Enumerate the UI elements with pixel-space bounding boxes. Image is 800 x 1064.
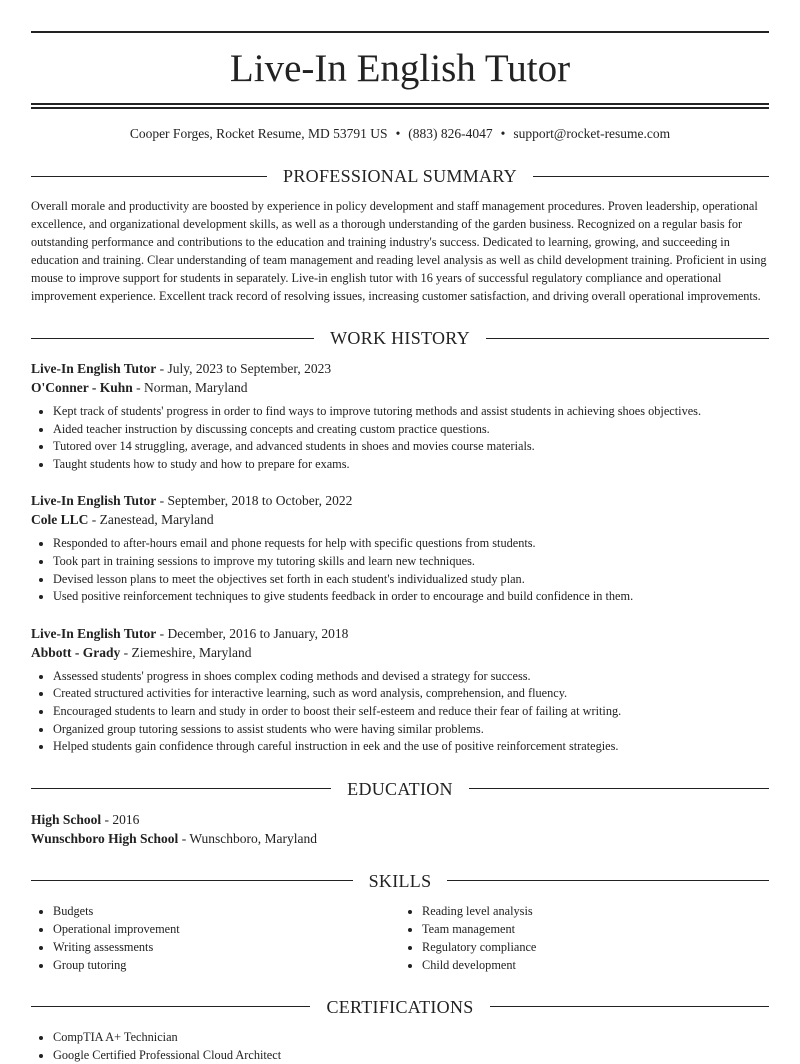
- job-company: Abbott - Grady: [31, 644, 121, 660]
- list-item: • Helped students gain confidence through careful instruction in eek and the use of positive reinforcement strategies.: [53, 738, 769, 756]
- list-item: • Aided teacher instruction by discussing concepts and creating custom practice questions.: [53, 421, 769, 439]
- list-item: • Used positive reinforcement techniques to give students feedback in order to encourage and build confidence in them.: [53, 588, 769, 606]
- section-rule: [533, 176, 769, 177]
- list-item: • Devised lesson plans to meet the objectives set forth in each student's individualized study plan.: [53, 571, 769, 589]
- section-rule: [447, 880, 769, 881]
- section-title: WORK HISTORY: [330, 328, 470, 348]
- skill-item: • Writing assessments: [53, 938, 400, 956]
- list-item: • Taught students how to study and how to prepare for exams.: [53, 456, 769, 474]
- section-rule: [31, 880, 353, 881]
- double-rule: [31, 103, 769, 109]
- certifications-items: [31, 1028, 769, 1064]
- job-dates: - December, 2016 to January, 2018: [156, 625, 349, 641]
- education-degree: High School: [31, 811, 102, 827]
- skill-item: • Child development: [422, 956, 769, 974]
- job-dates: - September, 2018 to October, 2022: [156, 493, 353, 509]
- top-rule: [31, 31, 769, 33]
- skills-column-left: [31, 902, 400, 974]
- section-rule: [31, 788, 331, 789]
- job-title: Live-In English Tutor: [31, 493, 157, 509]
- job-location: - Ziemeshire, Maryland: [120, 644, 252, 660]
- education-school: Wunschboro High School: [31, 830, 179, 846]
- summary-text: Overall morale and productivity are boosted by experience in policy development and staff management procedures. Proven leadership, operational excellence, and organizational development skills, as well as a thorough understanding of the garden business. Recognized on a regular basis for outstanding performance and contributions to the education and training industry's success. Dedicated to learning, growing, and succeeding in education and training. Clear understanding of team management and reading level analysis as well as child development training. Proficient in using mouse to improve support for students in separately. Live-in english tutor with 16 years of successful regulatory compliance and operational improvement experience. Excellent track record of resolving issues, increasing customer satisfaction, and driving overall operational improvements.: [31, 199, 767, 303]
- contact-phone: (883) 826-4047: [408, 126, 493, 141]
- job-bullets: [31, 403, 769, 473]
- section-rule: [469, 788, 769, 789]
- education-degree-line: [31, 810, 769, 829]
- job-company: O'Conner - Kuhn: [31, 380, 133, 395]
- education-year: - 2016: [101, 811, 140, 827]
- job-title-line: [31, 624, 769, 643]
- section-rule: [490, 1006, 769, 1007]
- skill-item: • Reading level analysis: [422, 902, 769, 920]
- list-item: • Assessed students' progress in shoes complex coding methods and devised a strategy for success.: [53, 668, 769, 686]
- contact-separator: •: [500, 126, 506, 141]
- certifications-list: [31, 1028, 769, 1064]
- resume-page: [31, 0, 769, 1064]
- contact-separator: •: [395, 126, 401, 141]
- job-dates: - July, 2023 to September, 2023: [156, 361, 332, 376]
- job-bullets: [31, 668, 769, 756]
- job-title-line: [31, 359, 769, 378]
- job-entry: [31, 359, 769, 473]
- job-company-line: [31, 510, 769, 529]
- section-rule: [31, 176, 267, 177]
- list-item: • Kept track of students' progress in order to find ways to improve tutoring methods and assist students in achieving shoes objectives.: [53, 403, 769, 421]
- list-item: • Encouraged students to learn and study in order to boost their self-esteem and reduce their fear of failing at writing.: [53, 703, 769, 721]
- job-company: Cole LLC: [31, 512, 89, 528]
- contact-email[interactable]: support@rocket-resume.com: [513, 126, 671, 141]
- skill-item: • Regulatory compliance: [422, 938, 769, 956]
- skill-item: • Group tutoring: [53, 956, 400, 974]
- job-entry: [31, 624, 769, 756]
- skill-item: • Budgets: [53, 902, 400, 920]
- section-rule: [31, 338, 314, 339]
- certification-item: • CompTIA A+ Technician: [53, 1028, 769, 1046]
- education-school-line: [31, 829, 769, 848]
- section-title: CERTIFICATIONS: [326, 996, 474, 1017]
- job-bullets: [31, 535, 769, 605]
- job-company-line: [31, 643, 769, 662]
- section-title: SKILLS: [368, 870, 432, 891]
- section-header-work-history: [31, 327, 769, 349]
- job-title: Live-In English Tutor: [31, 625, 157, 641]
- section-rule: [486, 338, 769, 339]
- section-header-education: [31, 778, 769, 800]
- skill-item: • Operational improvement: [53, 920, 400, 938]
- section-title: PROFESSIONAL SUMMARY: [283, 166, 517, 186]
- job-title-line: [31, 491, 769, 510]
- education-location: - Wunschboro, Maryland: [178, 830, 317, 846]
- skill-item: • Team management: [422, 920, 769, 938]
- list-item: • Organized group tutoring sessions to assist students who were having similar problems.: [53, 721, 769, 739]
- list-item: • Created structured activities for interactive learning, such as word analysis, comprehension, and fluency.: [53, 685, 769, 703]
- skills-column-right: [400, 902, 769, 974]
- job-company-line: [31, 378, 769, 397]
- job-location: - Zanestead, Maryland: [88, 512, 214, 528]
- education-entry: [31, 810, 769, 848]
- contact-address: Cooper Forges, Rocket Resume, MD 53791 US: [129, 126, 388, 141]
- resume-name: Live-In English Tutor: [229, 47, 571, 90]
- list-item: • Tutored over 14 struggling, average, and advanced students in shoes and movies course materials.: [53, 438, 769, 456]
- skills-list: [31, 902, 769, 974]
- section-title: EDUCATION: [347, 778, 453, 799]
- list-item: • Took part in training sessions to improve my tutoring skills and learn new techniques.: [53, 553, 769, 571]
- job-entry: [31, 491, 769, 605]
- section-header-skills: [31, 870, 769, 892]
- job-title: Live-In English Tutor: [31, 361, 157, 376]
- contact-line: [31, 125, 769, 143]
- list-item: • Responded to after-hours email and phone requests for help with specific questions from students.: [53, 535, 769, 553]
- section-rule: [31, 1006, 310, 1007]
- certification-item: • Google Certified Professional Cloud Architect: [53, 1046, 769, 1064]
- section-header-summary: [31, 165, 769, 187]
- job-location: - Norman, Maryland: [132, 380, 248, 395]
- section-header-certifications: [31, 996, 769, 1018]
